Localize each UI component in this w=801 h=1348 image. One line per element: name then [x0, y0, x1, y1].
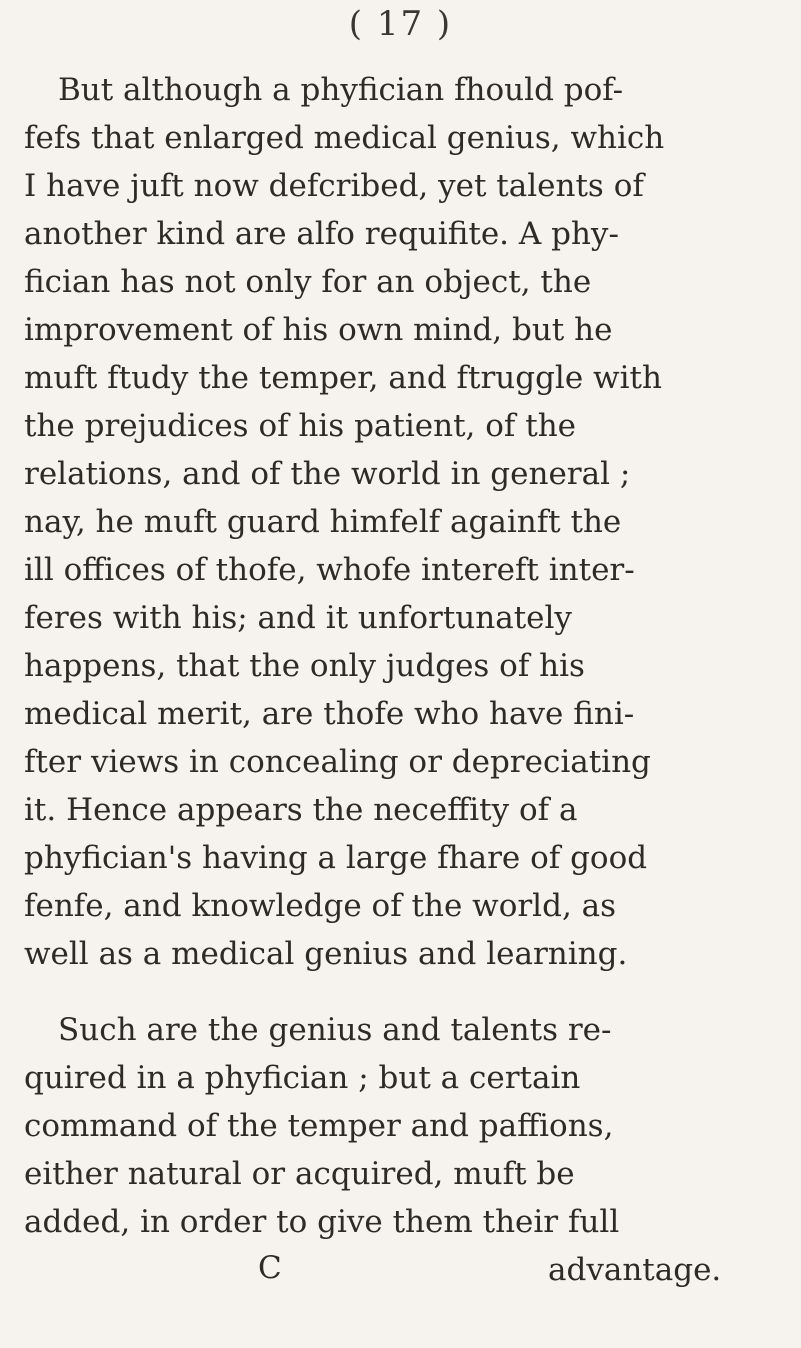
text-line: quired in a phyfician ; but a certain [24, 1060, 581, 1096]
catchword: advantage. [548, 1252, 722, 1288]
text-line: command of the temper and paffions, [24, 1108, 614, 1144]
text-line: another kind are alfo requifite. A phy- [24, 216, 619, 252]
text-line: Such are the genius and talents re- [58, 1012, 612, 1048]
text-line: happens, that the only judges of his [24, 648, 585, 684]
text-line: nay, he muft guard himfelf againft the [24, 504, 622, 540]
text-line: ill offices of thofe, whofe intereft inter- [24, 552, 635, 588]
text-line: it. Hence appears the neceffity of a [24, 792, 578, 828]
text-line: fenfe, and knowledge of the world, as [24, 888, 617, 924]
text-line: feres with his; and it unfortunately [24, 600, 572, 636]
text-line: relations, and of the world in general ; [24, 456, 631, 492]
text-line: medical merit, are thofe who have fini- [24, 696, 635, 732]
signature-mark: C [258, 1250, 282, 1286]
text-line: fefs that enlarged medical genius, which [24, 120, 665, 156]
text-line: well as a medical genius and learning. [24, 936, 628, 972]
text-line: phyfician's having a large fhare of good [24, 840, 648, 876]
text-line: But although a phyfician fhould pof- [58, 72, 624, 108]
page-number: ( 17 ) [348, 4, 453, 44]
text-line: fician has not only for an object, the [24, 264, 592, 300]
text-line: improvement of his own mind, but he [24, 312, 613, 348]
text-line: muft ftudy the temper, and ftruggle with [24, 360, 662, 396]
text-line: fter views in concealing or depreciating [24, 744, 651, 780]
text-line: either natural or acquired, muft be [24, 1156, 575, 1192]
text-line: I have juft now defcribed, yet talents of [24, 168, 644, 204]
text-line: the prejudices of his patient, of the [24, 408, 577, 444]
text-line: added, in order to give them their full [24, 1204, 620, 1240]
